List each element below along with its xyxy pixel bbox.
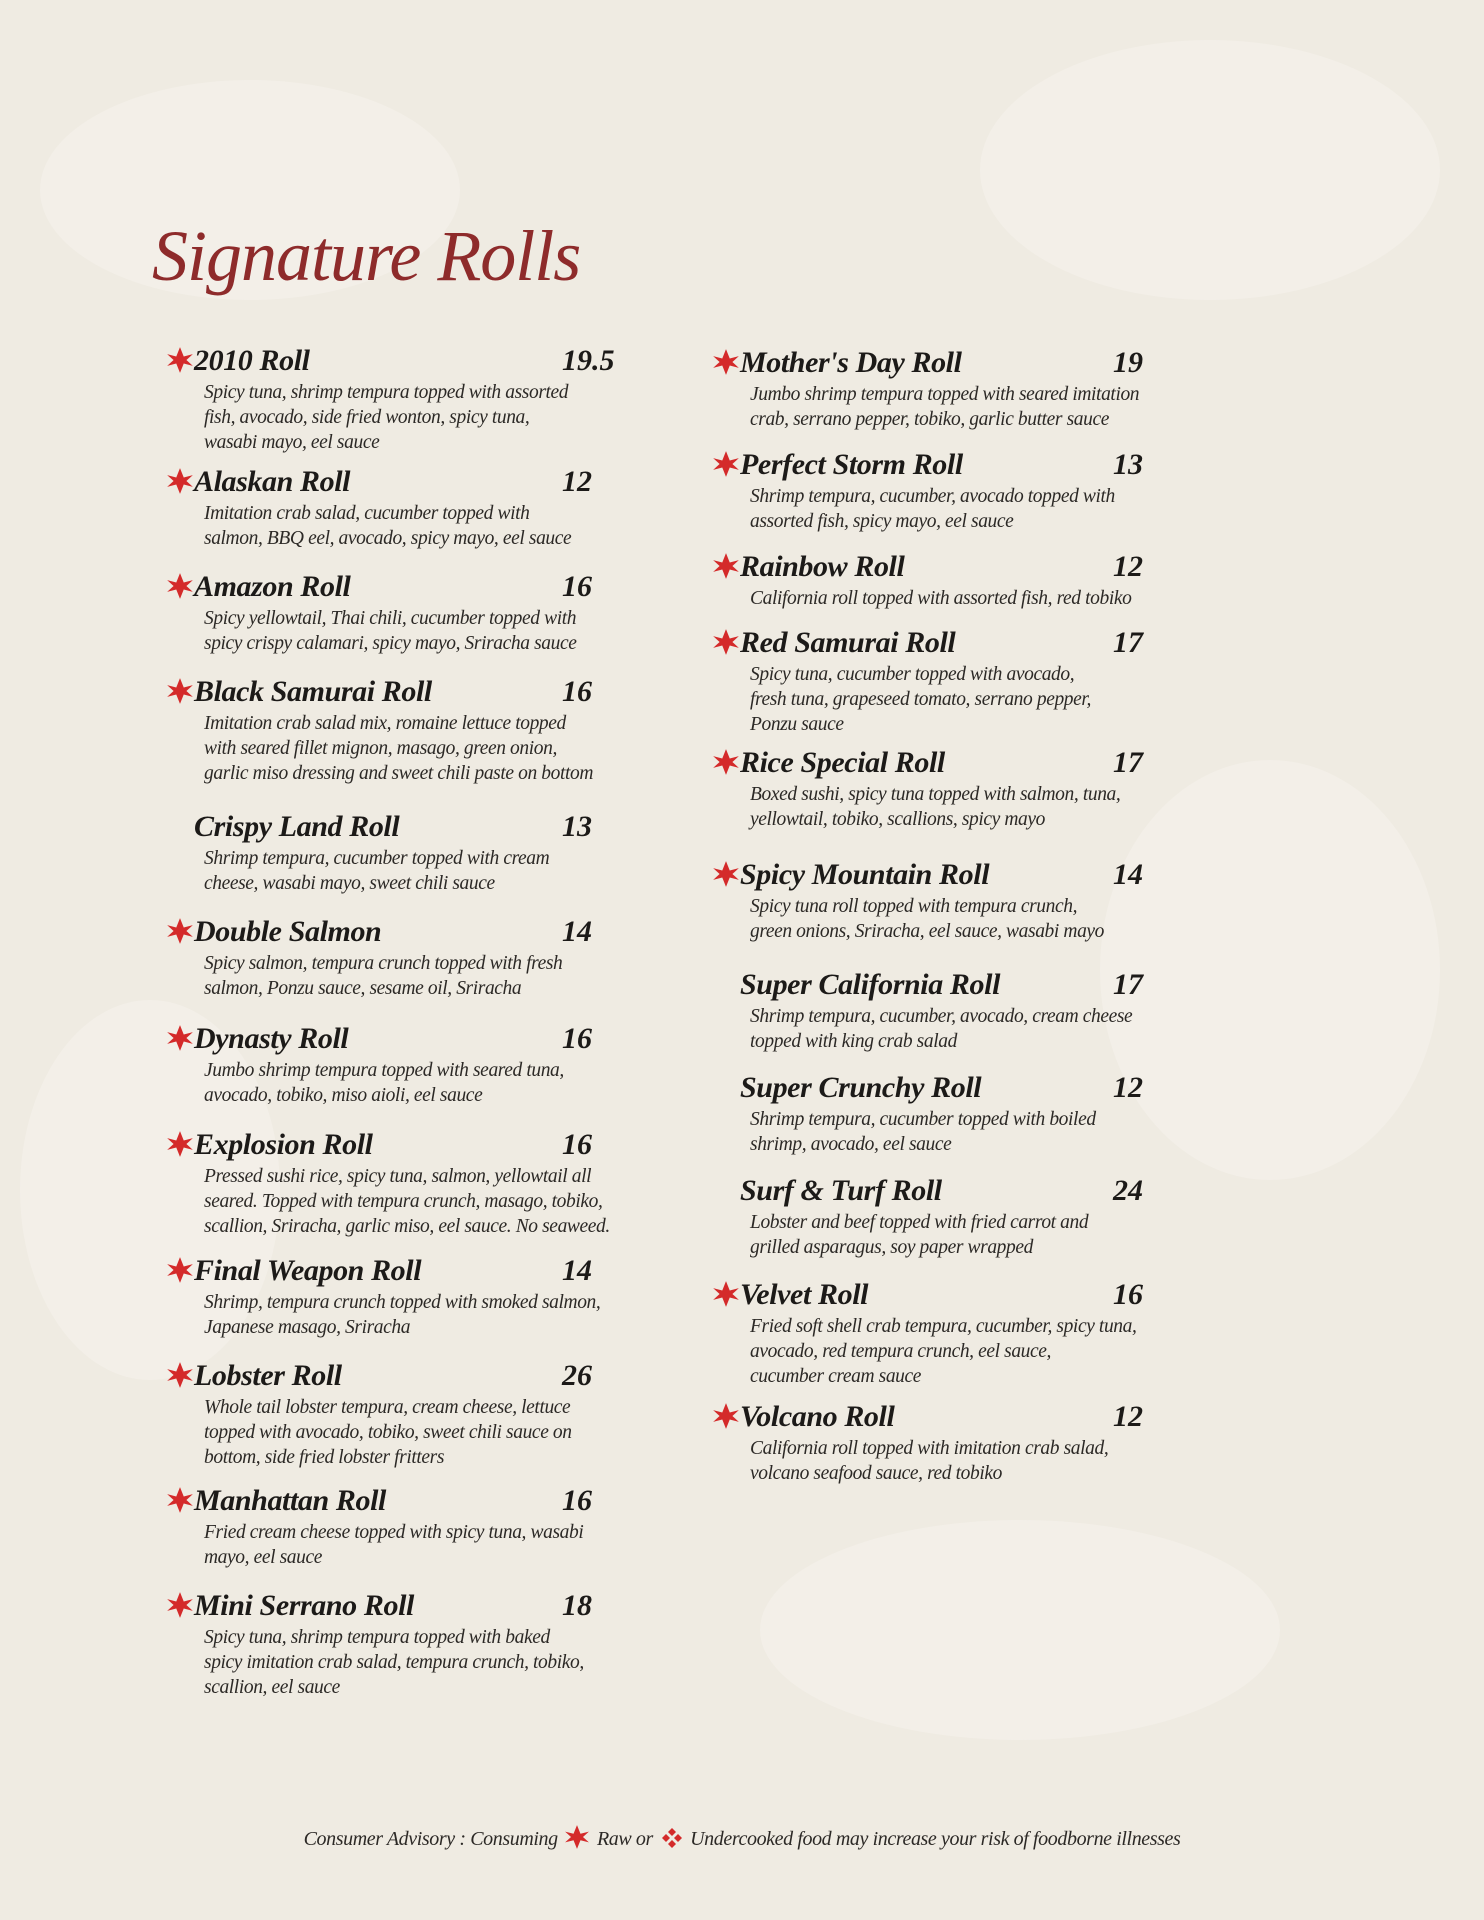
menu-item-name: Black Samurai Roll bbox=[194, 675, 432, 708]
description-line: Shrimp, tempura crunch topped with smoked salmon, bbox=[204, 1292, 601, 1313]
menu-item-name: 2010 Roll bbox=[194, 344, 310, 377]
description-line: Spicy tuna, cucumber topped with avocado, bbox=[750, 664, 1075, 685]
menu-item-name: Rainbow Roll bbox=[740, 550, 905, 583]
menu-item-description bbox=[712, 894, 1182, 944]
description-line: seared. Topped with tempura crunch, masago, tobiko, bbox=[204, 1191, 603, 1212]
description-line: cheese, wasabi mayo, sweet chili sauce bbox=[204, 873, 495, 894]
menu-item-description bbox=[712, 382, 1182, 432]
menu-item-price: 16 bbox=[562, 1022, 592, 1055]
description-line: scallion, eel sauce bbox=[204, 1677, 340, 1698]
description-line: avocado, tobiko, miso aioli, eel sauce bbox=[204, 1085, 483, 1106]
description-line: cucumber cream sauce bbox=[750, 1366, 922, 1387]
raw-star-icon bbox=[712, 348, 740, 376]
menu-item-price: 17 bbox=[1113, 746, 1143, 779]
raw-star-icon bbox=[712, 1280, 740, 1308]
menu-item-name: Double Salmon bbox=[194, 915, 382, 948]
menu-item-description bbox=[712, 1004, 1182, 1054]
menu-item-header bbox=[712, 346, 1182, 382]
menu-item bbox=[712, 1174, 1182, 1260]
menu-item-price: 17 bbox=[1113, 626, 1143, 659]
menu-item-price: 14 bbox=[1113, 858, 1143, 891]
menu-item-name: Mother's Day Roll bbox=[740, 346, 962, 379]
menu-item-price: 13 bbox=[562, 810, 592, 843]
menu-item bbox=[712, 968, 1182, 1054]
menu-item-price: 19 bbox=[1113, 346, 1143, 379]
description-line: garlic miso dressing and sweet chili paste on bottom bbox=[204, 763, 594, 784]
menu-item-name: Volcano Roll bbox=[740, 1400, 895, 1433]
description-line: Jumbo shrimp tempura topped with seared imitation bbox=[750, 384, 1140, 405]
menu-item-name: Mini Serrano Roll bbox=[194, 1589, 414, 1622]
menu-item-name: Lobster Roll bbox=[194, 1359, 342, 1392]
menu-item-description bbox=[712, 1314, 1182, 1389]
description-line: scallion, Sriracha, garlic miso, eel sauce. No seaweed. bbox=[204, 1216, 610, 1237]
description-line: grilled asparagus, soy paper wrapped bbox=[750, 1237, 1033, 1258]
raw-star-icon bbox=[712, 748, 740, 776]
menu-item-price: 12 bbox=[562, 465, 592, 498]
raw-star-icon bbox=[712, 628, 740, 656]
menu-item-header bbox=[712, 1071, 1182, 1107]
menu-item-price: 24 bbox=[1113, 1174, 1143, 1207]
menu-item-description bbox=[712, 1436, 1182, 1486]
menu-item-header bbox=[712, 968, 1182, 1004]
menu-item-header bbox=[712, 626, 1182, 662]
description-line: bottom, side fried lobster fritters bbox=[204, 1447, 445, 1468]
description-line: mayo, eel sauce bbox=[204, 1547, 322, 1568]
description-line: fish, avocado, side fried wonton, spicy tuna, bbox=[204, 407, 530, 428]
menu-item-name: Crispy Land Roll bbox=[194, 810, 400, 843]
menu-item-header bbox=[712, 1174, 1182, 1210]
menu-item bbox=[712, 626, 1182, 737]
menu-item-header bbox=[712, 448, 1182, 484]
menu-item-name: Manhattan Roll bbox=[194, 1484, 386, 1517]
menu-item-price: 16 bbox=[562, 1484, 592, 1517]
menu-item-price: 13 bbox=[1113, 448, 1143, 481]
menu-item-name: Amazon Roll bbox=[194, 570, 351, 603]
menu-item-header bbox=[712, 550, 1182, 586]
description-line: California roll topped with assorted fish, red tobiko bbox=[750, 588, 1132, 609]
menu-item-header bbox=[712, 858, 1182, 894]
menu-item-name: Surf & Turf Roll bbox=[740, 1174, 942, 1207]
consumer-advisory bbox=[0, 1824, 1484, 1851]
menu-item-name: Red Samurai Roll bbox=[740, 626, 956, 659]
menu-item-name: Super California Roll bbox=[740, 968, 1001, 1001]
menu-item-header bbox=[712, 1400, 1182, 1436]
description-line: salmon, Ponzu sauce, sesame oil, Sriracha bbox=[204, 978, 522, 999]
description-line: California roll topped with imitation crab salad, bbox=[750, 1438, 1109, 1459]
menu-item-price: 14 bbox=[562, 1254, 592, 1287]
page-title: Signature Rolls bbox=[152, 216, 581, 296]
menu-item-description bbox=[712, 1107, 1182, 1157]
menu-item bbox=[712, 746, 1182, 832]
description-line: shrimp, avocado, eel sauce bbox=[750, 1134, 952, 1155]
description-line: Japanese masago, Sriracha bbox=[204, 1317, 411, 1338]
description-line: topped with avocado, tobiko, sweet chili sauce on bbox=[204, 1422, 572, 1443]
menu-item bbox=[712, 346, 1182, 432]
menu-item bbox=[712, 1400, 1182, 1486]
description-line: Jumbo shrimp tempura topped with seared tuna, bbox=[204, 1060, 564, 1081]
menu-item-price: 12 bbox=[1113, 1400, 1143, 1433]
menu-item-price: 16 bbox=[562, 570, 592, 603]
raw-star-icon bbox=[712, 1402, 740, 1430]
menu-item-header bbox=[712, 746, 1182, 782]
description-line: Shrimp tempura, cucumber, avocado topped with bbox=[750, 486, 1115, 507]
description-line: volcano seafood sauce, red tobiko bbox=[750, 1463, 1002, 1484]
menu-item-price: 17 bbox=[1113, 968, 1143, 1001]
description-line: Spicy salmon, tempura crunch topped with fresh bbox=[204, 953, 563, 974]
description-line: spicy crispy calamari, spicy mayo, Sriracha sauce bbox=[204, 633, 577, 654]
advisory-raw-label: Raw or bbox=[596, 1828, 653, 1850]
menu-item-description bbox=[712, 662, 1182, 737]
menu-item bbox=[712, 1071, 1182, 1157]
menu-item-name: Perfect Storm Roll bbox=[740, 448, 963, 481]
raw-star-icon bbox=[564, 1824, 590, 1850]
menu-item-price: 18 bbox=[562, 1589, 592, 1622]
description-line: Pressed sushi rice, spicy tuna, salmon, yellowtail all bbox=[204, 1166, 592, 1187]
description-line: Imitation crab salad mix, romaine lettuce topped bbox=[204, 713, 566, 734]
description-line: topped with king crab salad bbox=[750, 1031, 957, 1052]
advisory-prefix: Consumer Advisory : Consuming bbox=[303, 1828, 558, 1850]
menu-item-name: Final Weapon Roll bbox=[194, 1254, 422, 1287]
menu-item-price: 16 bbox=[562, 1128, 592, 1161]
description-line: fresh tuna, grapeseed tomato, serrano pepper, bbox=[750, 689, 1091, 710]
menu-item-description bbox=[712, 586, 1182, 611]
description-line: Spicy tuna, shrimp tempura topped with baked bbox=[204, 1627, 550, 1648]
advisory-suffix: Undercooked food may increase your risk of foodborne illnesses bbox=[690, 1828, 1181, 1850]
description-line: with seared fillet mignon, masago, green onion, bbox=[204, 738, 557, 759]
raw-star-icon bbox=[712, 552, 740, 580]
menu-item-name: Velvet Roll bbox=[740, 1278, 869, 1311]
menu-item-name: Spicy Mountain Roll bbox=[740, 858, 990, 891]
menu-item-description bbox=[712, 782, 1182, 832]
menu-item-description bbox=[712, 1210, 1182, 1260]
menu-item-price: 12 bbox=[1113, 550, 1143, 583]
description-line: Spicy tuna, shrimp tempura topped with assorted bbox=[204, 382, 569, 403]
description-line: Boxed sushi, spicy tuna topped with salmon, tuna, bbox=[750, 784, 1121, 805]
menu-item-price: 26 bbox=[562, 1359, 592, 1392]
menu-item bbox=[712, 550, 1182, 611]
description-line: Ponzu sauce bbox=[750, 714, 844, 735]
description-line: Shrimp tempura, cucumber, avocado, cream cheese bbox=[750, 1006, 1133, 1027]
menu-item bbox=[712, 448, 1182, 534]
description-line: yellowtail, tobiko, scallions, spicy mayo bbox=[750, 809, 1046, 830]
menu-item-name: Alaskan Roll bbox=[194, 465, 351, 498]
raw-star-icon bbox=[712, 450, 740, 478]
description-line: spicy imitation crab salad, tempura crunch, tobiko, bbox=[204, 1652, 584, 1673]
menu-item-name: Rice Special Roll bbox=[740, 746, 945, 779]
menu-item-name: Super Crunchy Roll bbox=[740, 1071, 982, 1104]
description-line: Whole tail lobster tempura, cream cheese, lettuce bbox=[204, 1397, 571, 1418]
menu-item-header bbox=[712, 1278, 1182, 1314]
description-line: Imitation crab salad, cucumber topped with bbox=[204, 503, 530, 524]
menu-item bbox=[712, 858, 1182, 944]
description-line: Fried soft shell crab tempura, cucumber, spicy tuna, bbox=[750, 1316, 1137, 1337]
menu-item bbox=[712, 1278, 1182, 1389]
menu-item-price: 12 bbox=[1113, 1071, 1143, 1104]
description-line: Shrimp tempura, cucumber topped with boiled bbox=[750, 1109, 1096, 1130]
description-line: Spicy tuna roll topped with tempura crunch, bbox=[750, 896, 1078, 917]
menu-item-price: 19.5 bbox=[562, 344, 615, 377]
menu-item-name: Dynasty Roll bbox=[194, 1022, 349, 1055]
description-line: avocado, red tempura crunch, eel sauce, bbox=[750, 1341, 1051, 1362]
description-line: Spicy yellowtail, Thai chili, cucumber topped with bbox=[204, 608, 577, 629]
undercooked-diamond-icon bbox=[660, 1826, 684, 1850]
raw-star-icon bbox=[712, 860, 740, 888]
menu-item-price: 14 bbox=[562, 915, 592, 948]
menu-item-price: 16 bbox=[1113, 1278, 1143, 1311]
description-line: Fried cream cheese topped with spicy tuna, wasabi bbox=[204, 1522, 584, 1543]
description-line: assorted fish, spicy mayo, eel sauce bbox=[750, 511, 1014, 532]
description-line: Shrimp tempura, cucumber topped with cream bbox=[204, 848, 550, 869]
description-line: green onions, Sriracha, eel sauce, wasabi mayo bbox=[750, 921, 1105, 942]
description-line: salmon, BBQ eel, avocado, spicy mayo, eel sauce bbox=[204, 528, 572, 549]
menu-item-description bbox=[712, 484, 1182, 534]
menu-item-name: Explosion Roll bbox=[194, 1128, 373, 1161]
description-line: crab, serrano pepper, tobiko, garlic butter sauce bbox=[750, 409, 1109, 430]
menu-item-price: 16 bbox=[562, 675, 592, 708]
description-line: Lobster and beef topped with fried carrot and bbox=[750, 1212, 1089, 1233]
description-line: wasabi mayo, eel sauce bbox=[204, 432, 380, 453]
